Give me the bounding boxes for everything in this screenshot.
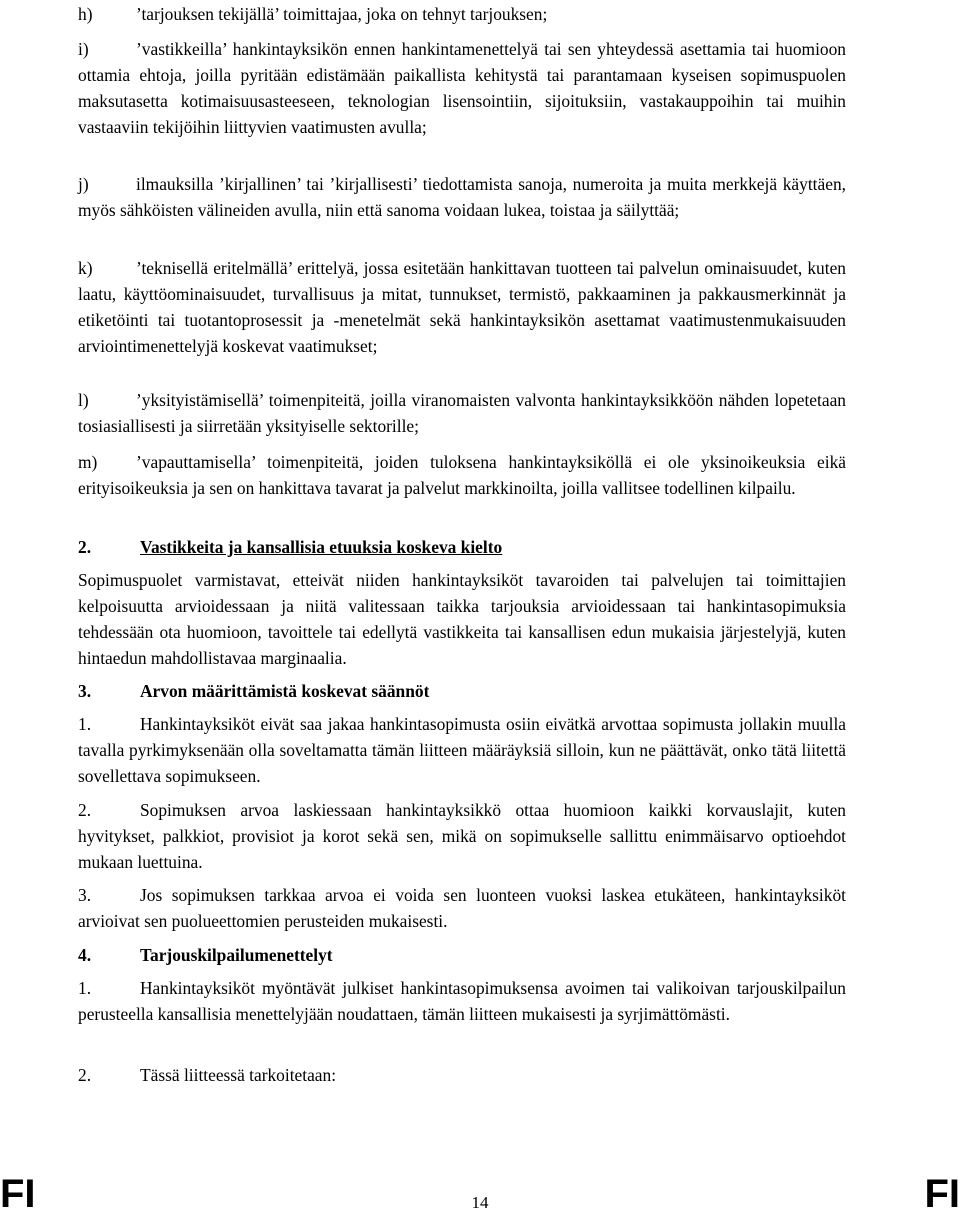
section3-paragraph-1 <box>78 711 846 789</box>
section-number: 3. <box>78 681 92 701</box>
paragraph-text: Jos sopimuksen tarkkaa arvoa ei voida sen luonteen vuoksi laskea etukäteen, hankintayksiköt arvioivat sen puolueettomien perusteiden mukaisesti. <box>78 885 846 931</box>
section2-paragraph: Sopimuspuolet varmistavat, etteivät niiden hankintayksiköt tavaroiden tai palvelujen tai toimittajien kelpoisuutta arvioidessaan ja niitä valitessaan taikka tarjouksia arvioidessaan tai hankintasopimuksia tehdessään ota huomioon, tavoittele tai edellytä vastikkeita tai kansallisen edun mukaisia järjestelyjä, kuten hintaedun mahdollistavaa marginaalia. <box>78 570 846 668</box>
item-label: h) <box>78 4 93 24</box>
definition-item-m <box>78 449 846 501</box>
item-label: j) <box>78 174 89 194</box>
item-text: ’yksityistämisellä’ toimenpiteitä, joilla viranomaisten valvonta hankintayksikköön nähden lopetetaan tosiasiallisesti ja siirretään yksityiselle sektorille; <box>78 390 846 436</box>
item-label: k) <box>78 258 93 278</box>
section-heading-2 <box>78 534 502 560</box>
paragraph-number: 1. <box>78 714 92 734</box>
item-text: ilmauksilla ’kirjallinen’ tai ’kirjallisesti’ tiedottamista sanoja, numeroita ja muita merkkejä käyttäen, myös sähköisten välineiden avulla, niin että sanoma voidaan lukea, toistaa ja säilyttää; <box>78 174 846 220</box>
item-text: ’tarjouksen tekijällä’ toimittajaa, joka on tehnyt tarjouksen; <box>136 4 548 24</box>
paragraph-text: Hankintayksiköt eivät saa jakaa hankintasopimusta osiin eivätkä arvottaa sopimusta jollakin muulla tavalla pyrkimyksenään olla soveltamatta tämän liitteen määräyksiä silloin, kun ne päättävät, onko tätä liitettä sovellettava sopimukseen. <box>78 714 846 786</box>
section4-paragraph-2 <box>78 1062 846 1088</box>
item-label: l) <box>78 390 89 410</box>
section4-paragraph-1 <box>78 975 846 1027</box>
definition-item-k <box>78 255 846 359</box>
section3-paragraph-3 <box>78 882 846 934</box>
paragraph-text: Tässä liitteessä tarkoitetaan: <box>140 1065 337 1085</box>
item-label: m) <box>78 452 98 472</box>
definition-item-i <box>78 36 846 140</box>
definition-item-l <box>78 387 846 439</box>
section-title: Tarjouskilpailumenettelyt <box>140 945 333 965</box>
paragraph-number: 2. <box>78 800 92 820</box>
item-text: ’teknisellä eritelmällä’ erittelyä, jossa esitetään hankittavan tuotteen tai palvelun ominaisuudet, kuten laatu, käyttöominaisuudet, turvallisuus ja mitat, tunnukset, termistö, pakkaaminen ja pakkausmerkinnät ja etiketöinti tai tuotantoprosessit ja -menetelmät sekä hankintayksikön asettamat vaatimustenmukaisuuden arviointimenettelyjä koskevat vaatimukset; <box>78 258 846 356</box>
paragraph-number: 1. <box>78 978 92 998</box>
footer-language-right: FI <box>924 1172 960 1216</box>
section-title: Arvon määrittämistä koskevat säännöt <box>140 681 430 701</box>
section-number: 2. <box>78 537 92 557</box>
paragraph-text: Sopimuksen arvoa laskiessaan hankintayksikkö ottaa huomioon kaikki korvauslajit, kuten hyvitykset, palkkiot, provisiot ja korot sekä sen, mikä on sopimukselle sallittu enimmäisarvo optioehdot mukaan luettuina. <box>78 800 846 872</box>
definition-item-j <box>78 171 846 223</box>
item-text: ’vastikkeilla’ hankintayksikön ennen hankintamenettelyä tai sen yhteydessä asettamia tai huomioon ottamia ehtoja, joilla pyritään edistämään paikallista kehitystä tai parantamaan kyseisen sopimuspuolen maksutasetta kotimaisuusasteeseen, teknologian lisensointiin, sijoituksiin, vastakauppoihin tai muihin vastaaviin tekijöihin liittyvien vaatimusten avulla; <box>78 39 846 137</box>
section-heading-3 <box>78 678 429 704</box>
item-label: i) <box>78 39 89 59</box>
paragraph-text: Hankintayksiköt myöntävät julkiset hankintasopimuksensa avoimen tai valikoivan tarjouskilpailun perusteella kansallisia menettelyjään noudattaen, tämän liitteen mukaisesti ja syrjimättömästi. <box>78 978 846 1024</box>
section3-paragraph-2 <box>78 797 846 875</box>
page-number: 14 <box>471 1193 489 1212</box>
section-title: Vastikkeita ja kansallisia etuuksia koskeva kielto <box>140 537 503 557</box>
paragraph-number: 2. <box>78 1065 92 1085</box>
footer-language-left: FI <box>0 1172 36 1216</box>
definition-item-h <box>78 1 846 27</box>
paragraph-number: 3. <box>78 885 92 905</box>
item-text: ’vapauttamisella’ toimenpiteitä, joiden tuloksena hankintayksiköllä ei ole yksinoikeuksia eikä erityisoikeuksia ja sen on hankittava tavarat ja palvelut markkinoilta, joilla vallitsee todellinen kilpailu. <box>78 452 846 498</box>
section-number: 4. <box>78 945 92 965</box>
section-heading-4 <box>78 942 333 968</box>
